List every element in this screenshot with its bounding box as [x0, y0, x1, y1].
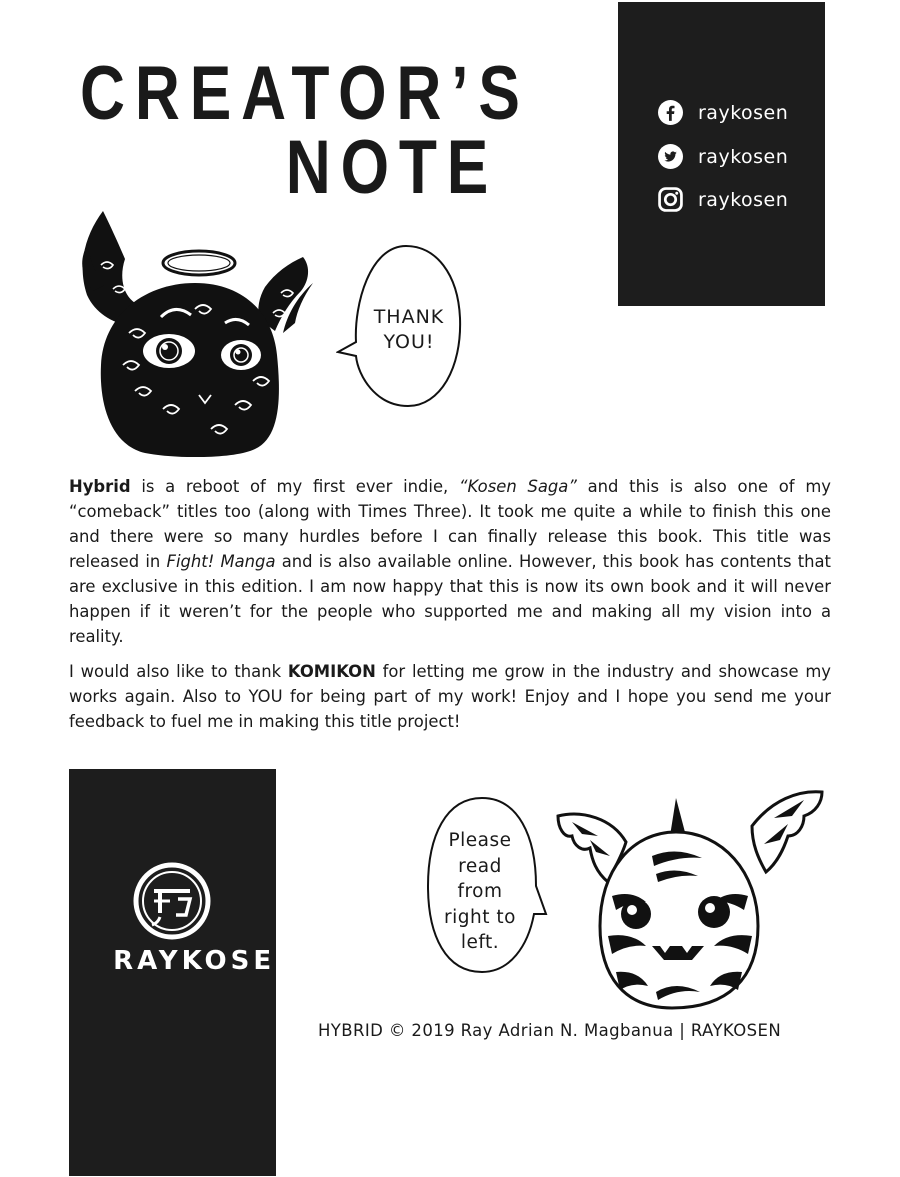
- title-line-2: NOTE: [285, 125, 499, 210]
- raykosen-logo-icon: [132, 861, 212, 941]
- hybrid-title: Hybrid: [69, 477, 131, 496]
- paragraph-2-text-a: I would also like to thank: [69, 662, 288, 681]
- twitter-icon: [658, 144, 683, 169]
- fight-manga-title: Fight! Manga: [166, 552, 276, 571]
- facebook-handle: raykosen: [698, 101, 789, 124]
- paragraph-2: [69, 659, 831, 734]
- social-instagram[interactable]: [658, 187, 788, 212]
- thank-you-text: [356, 305, 462, 355]
- paragraph-2-text-b: for letting me grow in the industry and showcase my works again. Also to YOU for being part of my work! Enjoy and I hope you send me your feedback to fuel me in making this title project!: [69, 662, 832, 731]
- twitter-handle: raykosen: [698, 145, 789, 168]
- read-line-2: read: [458, 855, 502, 877]
- creator-note-body: [69, 474, 831, 744]
- thank-you-line-2: YOU!: [383, 331, 435, 353]
- read-line-3: from: [457, 881, 503, 902]
- read-direction-text: [434, 828, 526, 956]
- read-line-1: Please: [448, 830, 512, 851]
- bat-mascot-illustration: [552, 786, 828, 1016]
- brand-name: RAYKOSEN: [113, 946, 301, 976]
- read-line-4: right to: [444, 906, 516, 928]
- facebook-icon: [658, 100, 683, 125]
- angel-mascot-illustration: [75, 205, 315, 457]
- kosen-saga-title: “Kosen Saga”: [459, 477, 577, 496]
- social-twitter[interactable]: [658, 144, 788, 169]
- thank-you-line-1: THANK: [373, 306, 445, 328]
- instagram-handle: raykosen: [698, 188, 789, 211]
- social-facebook[interactable]: [658, 100, 788, 125]
- read-line-5: left.: [460, 932, 500, 953]
- social-panel: [618, 2, 825, 306]
- paragraph-1-text-a: is a reboot of my first ever indie,: [130, 477, 460, 496]
- page-title: [80, 51, 530, 210]
- paragraph-1: [69, 474, 831, 649]
- instagram-icon: [658, 187, 683, 212]
- copyright-line: HYBRID © 2019 Ray Adrian N. Magbanua | RAYKOSEN: [318, 1021, 782, 1040]
- komikon-name: KOMIKON: [287, 662, 376, 681]
- paragraph-1-text-b: and this is also one of my “comeback” titles too (along with Times Three). It took me quite a while to finish this one and there were so many hurdles before I can finally release this book. This title was released in: [69, 477, 831, 571]
- title-line-1: CREATOR’S: [80, 51, 530, 136]
- paragraph-1-text-c: and is also available online. However, this book has contents that are exclusive in this edition. I am now happy that this is now its own book and it will never happen if it weren’t for the people who supported me and making all my vision into a reality.: [69, 552, 831, 646]
